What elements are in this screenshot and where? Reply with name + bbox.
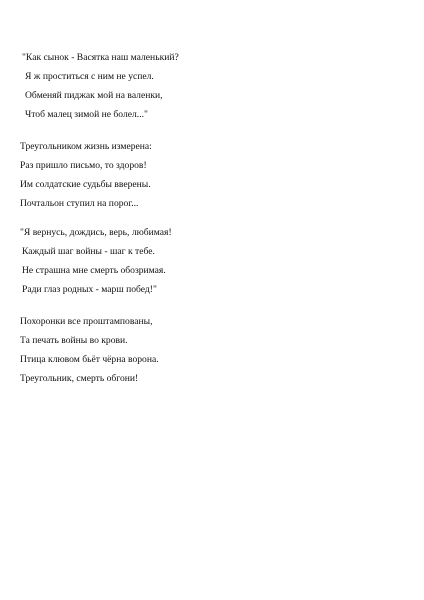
- poem-line: Треугольник, смерть обгони!: [20, 373, 139, 384]
- poem-line: Чтоб малец зимой не болел...": [25, 109, 148, 120]
- poem-line: Похоронки все проштампованы,: [20, 316, 153, 327]
- poem-line: Я ж проститься с ним не успел.: [25, 71, 154, 82]
- poem-line: "Как сынок - Васятка наш маленький?: [22, 52, 179, 63]
- poem-line: Им солдатские судьбы вверены.: [20, 179, 151, 190]
- poem-line: Треугольником жизнь измерена:: [20, 141, 152, 152]
- poem-line: Каждый шаг войны - шаг к тебе.: [22, 246, 155, 257]
- poem-line: Почтальон ступил на порог...: [20, 198, 139, 209]
- poem-line: Обменяй пиджак мой на валенки,: [25, 90, 163, 101]
- poem-line: Ради глаз родных - марш побед!": [22, 284, 157, 295]
- poem-line: Не страшна мне смерть обозримая.: [22, 265, 166, 276]
- poem-line: Та печать войны во крови.: [20, 335, 128, 346]
- poem-line: Раз пришло письмо, то здоров!: [20, 160, 147, 171]
- poem-line: "Я вернусь, дождись, верь, любимая!: [20, 227, 172, 238]
- poem-line: Птица клювом бьёт чёрна ворона.: [20, 354, 159, 365]
